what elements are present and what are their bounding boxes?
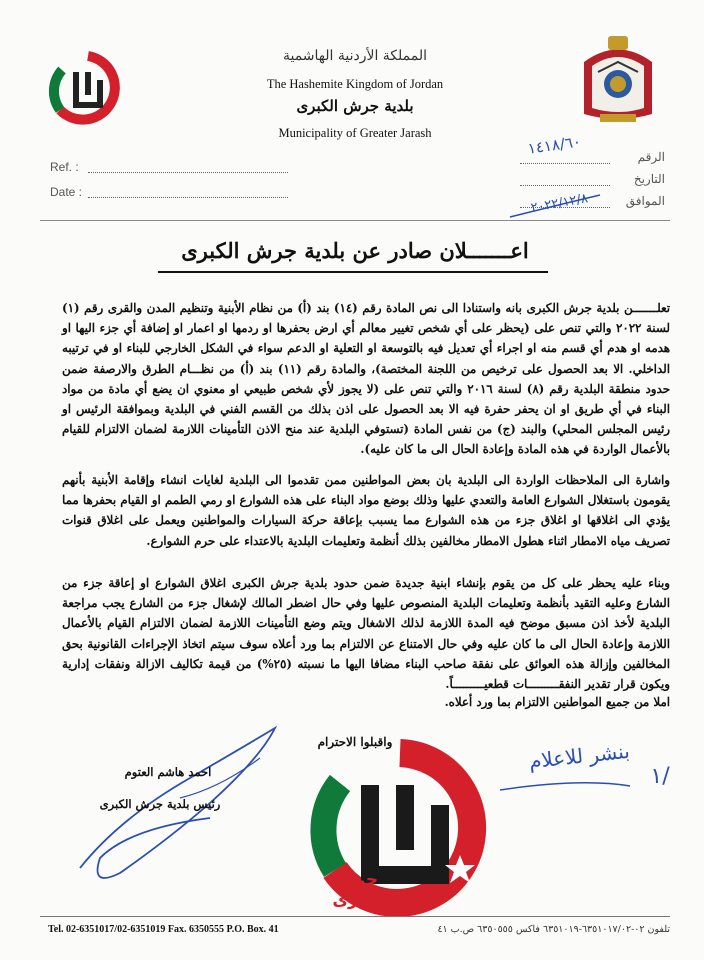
date-line (88, 197, 288, 198)
ref-number-label-arabic: الرقم (637, 150, 665, 164)
municipality-logo (48, 50, 128, 125)
handwritten-note (490, 728, 690, 808)
handwritten-reference (500, 125, 610, 225)
handwritten-ref-number: ١٤١٨/٦٠ (526, 132, 582, 158)
handwritten-mark: ١/ (650, 764, 670, 789)
paragraph-observations: واشارة الى الملاحظات الواردة الى البلدية بان بعض المواطنين ممن تقدموا الى البلدية لغايات انشاء وإقامة الأبنية بأنهم يقومون باستغلال الشوارع العامة والتعدي عليها وذلك بوضع مواد البناء على هذه الشوارع او رمي الطمم او القيام بحفرها مما يؤدي الى اغلاقها او اغلاق جزء من هذه الشوارع مما يسبب بإعاقة حركة السيارات والمواطنين ويعمل على اغلاق قنوات تصريف مياه الامطار اثناء هطول الامطار مخالفين بذلك أنظمة وتعليمات البلدية بالاعتداء على حرم الشوارع. (62, 473, 670, 548)
closing-phrase: واقبلوا الاحترام (317, 735, 393, 749)
handwritten-note-text: بنشر للاعلام (527, 738, 631, 774)
jerash-news-watermark (300, 735, 500, 920)
footer-contact-english: Tel. 02-6351017/02-6351019 Fax. 6350555 P.O. Box. 41 (48, 924, 279, 935)
header-municipality-arabic: بلدية جرش الكبرى (296, 97, 414, 115)
ref-label: Ref. : (50, 160, 79, 174)
paragraph-legal-basis: تعلـــــــن بلدية جرش الكبرى بانه واستنادا الى نص المادة رقم (١٤) بند (أ) من نظام الأبنية وتنظيم المدن والقرى رقم (١) لسنة ٢٠٢٢ والتي تنص على (يحظر على أي شخص تغيير معالم أي ارض بحفرها او ردمها او اعمار او إضافة أي جزء اليها او هدمه او هدم أي قسم منه او اجراء أي تعديل فيه بالتوسعة او التعلية او الدعم سواء في الشكل الخارجي للبناء او في ترتيبه الداخلي. الا بعد الحصول على ترخيص من اللجنة المختصة)، والمادة رقم (١١) بند (أ) من نظـــام الطرق والارصفة ضمن حدود منطقة البلدية رقم (٨) لسنة ٢٠١٦ والتي تنص على (لا يجوز لأي شخص طبيعي او معنوي ان يضع أي مادة من مواد البناء في أي طريق او ان يحفر حفرة فيه الا بعد الحصول على اذن بذلك من القسم الفني في البلدية وبموافقة الرئيس او رئيس المجلس المحلي) والبند (ج) من نفس المادة (تستوفي البلدية عند منح الاذن التأمينات اللازمة لضمان الالتزام للقيام بالأعمال الواردة في هذه المادة وإعادة الحال الى ما كان عليه). (62, 301, 670, 457)
paragraph-prohibition: وبناء عليه يحظر على كل من يقوم بإنشاء ابنية جديدة ضمن حدود بلدية جرش الكبرى اغلاق الشوارع او إعاقة جزء من الشارع وعليه التقيد بأنظمة وتعليمات البلدية المنصوص عليها وفي حال اضطر المالك لإشغال جزء من الشارع يجب مراجعة البلدية لأخذ اذن مسبق موضح فيه المدة اللازمة لذلك الاشغال ويتم وضع التأمينات اللازمة لضمان الالتزام القيام بالأعمال اللازمة وإعادة الحال الى ما كان عليه وفي حال الامتناع عن الالتزام بما ورد أعلاه سوف سيتم اتخاذ الإجراءات القانونية بحق المخالفين وإزالة هذه العوائق على نفقة صاحب البناء مضافا اليها ما نسبته (٢٥%) من قيمة تكاليف الازالة ونفقات إدارية ويكون قرار تقدير النفقـــــــــات قطعيـــــــــاً. (62, 576, 670, 692)
ref-line (88, 172, 288, 173)
footer-divider (40, 916, 670, 917)
watermark-text-1: جرش (331, 870, 379, 890)
ref-date-label-arabic: التاريخ (633, 172, 665, 186)
signatory-name: احمد هاشم العتوم (124, 765, 212, 779)
footer-contact-arabic: تلفون ٠٢-٦٣٥١٠١٧/٠٢-٦٣٥١٠١٩ فاكس ٦٣٥٠٥٥٥ ص.ب ٤١ (437, 924, 670, 935)
handwritten-ref-date: ٢٠٢٢/١٢/٨ (529, 191, 590, 216)
date-label: Date : (50, 185, 83, 199)
header-kingdom-arabic: المملكة الأردنية الهاشمية (282, 48, 428, 64)
paragraph-request: املا من جميع المواطنين الالتزام بما ورد أعلاه. (444, 695, 670, 709)
title-underline (158, 271, 548, 273)
announcement-title: اعـــــــلان صادر عن بلدية جرش الكبرى (181, 238, 529, 263)
header-divider (40, 220, 670, 221)
coat-of-arms-icon (578, 32, 658, 127)
watermark-text-2: الكبرى (332, 890, 388, 910)
ref-hijri-label-arabic: الموافق (625, 194, 665, 208)
header-municipality-english: Municipality of Greater Jarash (278, 126, 432, 140)
signatory-title: رئيس بلدية جرش الكبرى (99, 797, 221, 811)
header-kingdom-english: The Hashemite Kingdom of Jordan (266, 77, 444, 91)
